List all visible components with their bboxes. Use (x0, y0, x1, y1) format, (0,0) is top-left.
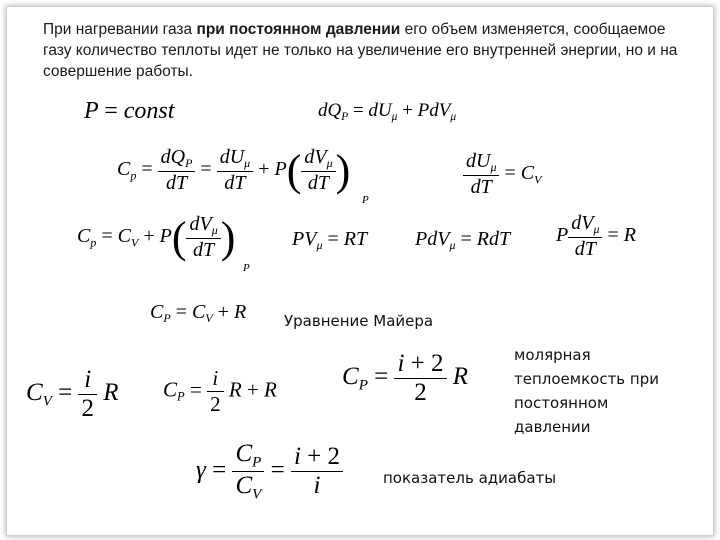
formula-p-const: P = const (84, 98, 175, 124)
intro-part1: При нагревании газа (43, 21, 197, 38)
formula-cp-i2-r: $C_P$ = $\frac{i}{2}$ R + R (163, 366, 277, 416)
formula-pv-rt: $PV_\mu$ = RT (292, 228, 368, 253)
formula-pdv-rdt: PdV$_\mu$ = RdT (415, 228, 511, 253)
formula-cp-def-subscript: P (362, 194, 369, 206)
formula-du-cv: $\frac{dU_\mu}{dT}$ = $C_V$ (463, 150, 541, 199)
note-molar-line2: теплоемкость при (514, 370, 659, 388)
formula-cp-def: $C_p$ = $\frac{dQ_P}{dT}$ = $\frac{dU_\mu}{dT}$ + P( $\frac{dV_\mu}{dT}$ ) (117, 145, 351, 195)
note-mayer: Уравнение Майера (284, 312, 434, 330)
formula-cv-i2: $C_V$ = $\frac{i}{2}$ R (26, 366, 119, 422)
slide-frame (6, 6, 714, 536)
formula-p-dv-r: P $\frac{dV_\mu}{dT}$ = R (556, 212, 636, 261)
note-molar-line1: молярная (514, 346, 591, 364)
intro-text (43, 19, 683, 82)
note-molar-heat (514, 343, 659, 439)
intro-bold: при постоянном давлении (196, 21, 401, 38)
formula-cp-cv-p: $C_p = C_V + P$( $\frac{dV_\mu}{dT}$ ) (77, 212, 236, 262)
formula-dq-p: $dQ_P = dU_\mu + PdV_\mu$ (318, 100, 457, 123)
formula-cp-i22: $C_P$ = $\frac{i + 2}{2}$ R (342, 350, 469, 406)
formula-cp-cv-p-subscript: P (243, 262, 250, 274)
note-molar-line3: постоянном (514, 394, 609, 412)
formula-gamma: γ = $\frac{C_P}{C_V}$ = $\frac{i + 2}{i}$ (196, 440, 343, 504)
note-molar-line4: давлении (514, 418, 591, 436)
note-adiabatic: показатель адиабаты (383, 469, 557, 487)
formula-mayer: $C_P = C_V + R$ (150, 301, 247, 326)
intro-part2: его объем изменяется, сообщаемое газу количество теплоты идет не только на увеличение его внутренней энергии, но и на совершение работы. (43, 21, 678, 80)
